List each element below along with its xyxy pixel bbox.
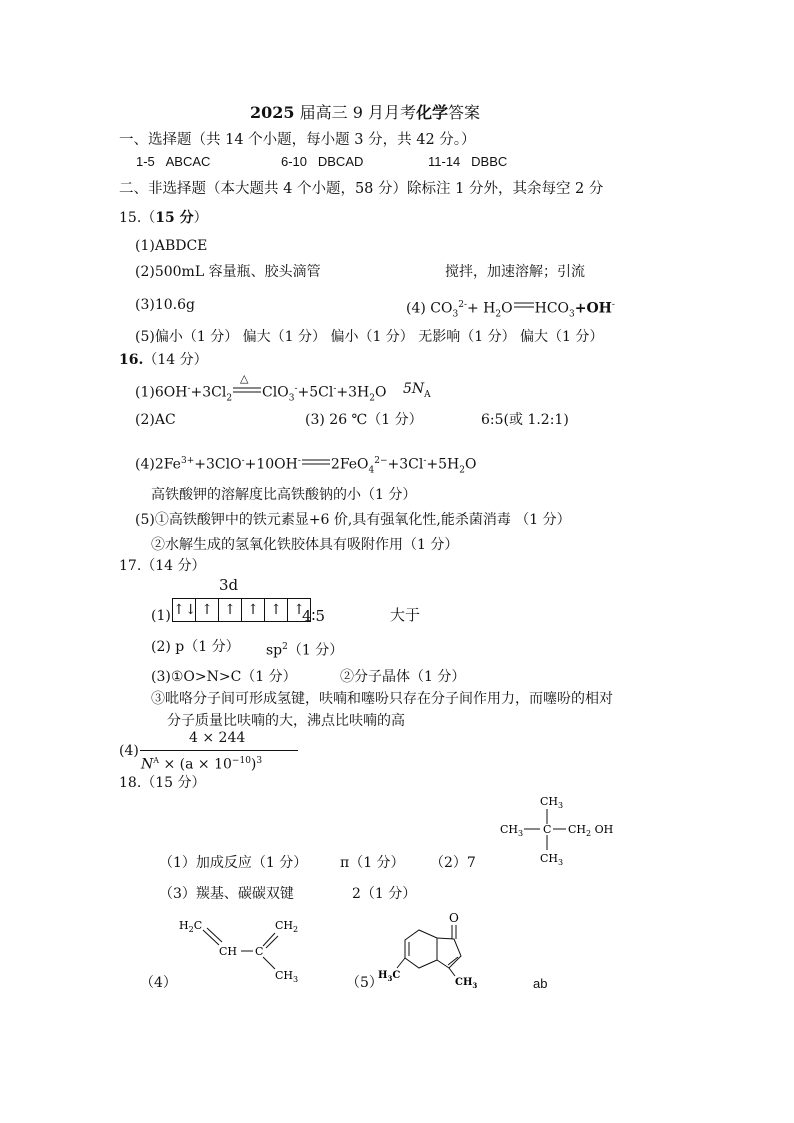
q16-p5b: ②水解生成的氢氧化铁胶体具有吸附作用（1 分） — [151, 537, 459, 553]
q15-p1: (1)ABDCE — [135, 238, 208, 254]
eq-reactant: (1)6OH — [135, 384, 188, 401]
q18-number: 18.（15 分） — [119, 775, 206, 791]
eq-product3: +5H — [426, 456, 460, 473]
q16-p4-equation — [135, 452, 477, 479]
den-close: ) — [250, 756, 257, 773]
atom-ch2oh: $CH_2$ OH — [568, 823, 614, 838]
eq-product3: +3H — [336, 384, 370, 401]
sup-minus: - — [294, 384, 298, 394]
q16-p1-equation — [135, 371, 387, 407]
eq-product: 2FeO — [330, 456, 369, 473]
q16-score: （14 分） — [143, 352, 208, 368]
orbital-diagram — [172, 598, 311, 622]
eq-reactant3: +10OH — [244, 456, 298, 473]
q16-p2: (2)AC — [135, 412, 176, 428]
title-subject: 化学 — [415, 103, 448, 122]
atom-ch2: $CH_2$ — [275, 919, 299, 934]
title-suffix: 答案 — [448, 103, 481, 122]
title-year: 2025 — [250, 103, 295, 122]
atom-h3c: $H_3C$ — [378, 970, 401, 983]
sup-minus: - — [187, 384, 191, 394]
orbital-box: ↑ — [219, 599, 242, 621]
eq-product4: O — [465, 456, 477, 473]
sub-2: 2 — [459, 465, 466, 476]
q16-p3: (3) 26 ℃（1 分） — [305, 412, 423, 428]
eq-product2: +5Cl — [297, 384, 334, 401]
structure-neopentyl-alcohol — [490, 792, 620, 867]
q17-p2: (2) p（1 分） — [151, 639, 240, 655]
mc-range: 11-14 — [428, 154, 461, 169]
orbital-box: ↑ — [265, 599, 288, 621]
q18-p1b: π（1 分） — [340, 855, 405, 871]
sup-minus: - — [297, 456, 301, 466]
atom-ch3: $CH_3$ — [275, 969, 299, 984]
hybrid-score: （1 分） — [287, 642, 344, 659]
atom-c: C — [543, 823, 552, 836]
structure-bicyclic-enone — [375, 908, 495, 988]
den-term: × (a × 10 — [163, 756, 232, 773]
structure-isoprene — [175, 915, 315, 985]
q18-p4: （4） — [140, 975, 177, 991]
eq-product4: O — [374, 384, 387, 401]
mc-range: 1-5 — [136, 154, 155, 169]
section1-heading: 一、选择题（共 14 个小题，每小题 3 分，共 42 分。） — [119, 132, 476, 148]
eq-reactant: (4)2Fe — [135, 456, 181, 473]
bond — [263, 957, 275, 969]
q15-number — [119, 209, 208, 227]
equilibrium-arrow-icon — [513, 296, 535, 314]
sup-2minus: 2− — [374, 456, 388, 466]
atom-ch3-bottom: $CH_3$ — [540, 852, 564, 867]
mc-group-3 — [428, 153, 507, 171]
eq-product: ClO — [262, 384, 289, 401]
five-ring — [437, 938, 461, 968]
mc-range: 6-10 — [281, 154, 308, 169]
q17-p3c: ③吡咯分子间可形成氢键，呋喃和噻吩只存在分子间作用力，而噻吩的相对 — [151, 691, 613, 707]
six-ring — [405, 930, 437, 968]
mc-answers: DBBC — [471, 154, 508, 169]
sup-minus: - — [241, 456, 245, 466]
avogadro-sub: A — [153, 756, 160, 765]
mc-answers: ABCAC — [165, 154, 211, 169]
bond — [449, 968, 455, 976]
q15-label: 15.（ — [119, 210, 156, 226]
answer-value: 5N — [403, 381, 425, 397]
heat-arrow-icon — [232, 371, 262, 402]
den-power: 3 — [256, 756, 263, 766]
q16-p5a: (5)①高铁酸钾中的铁元素显+6 价,具有强氧化性,能杀菌消毒 （1 分） — [135, 512, 571, 528]
q17-compare: 大于 — [390, 606, 421, 624]
orbital-box: ↑ — [242, 599, 265, 621]
atom-ch3-top: $CH_3$ — [540, 795, 564, 810]
heat-symbol: △ — [240, 371, 249, 385]
fraction-bar — [140, 750, 298, 751]
eq-plus: + H — [467, 300, 496, 317]
q17-p4: (4) — [119, 743, 139, 759]
den-exponent: −10 — [231, 756, 251, 766]
double-bond — [207, 928, 222, 942]
sub-3: 3 — [569, 309, 575, 320]
q15-close: ） — [193, 210, 208, 226]
q18-p5: （5） — [346, 975, 383, 991]
equals-arrow-icon — [301, 453, 331, 471]
atom-c: C — [255, 945, 264, 958]
q17-p1: (1) — [151, 608, 171, 624]
hybrid-sup: 2 — [282, 642, 288, 652]
eq-water: O — [501, 300, 513, 317]
fraction-numerator: 4 × 244 — [189, 730, 246, 746]
section2-heading: 二、非选择题（本大题共 4 个小题，58 分）除标注 1 分外，其余每空 2 分 — [119, 181, 604, 197]
sup-minus: - — [611, 300, 615, 310]
q16-p3b: 6:5(或 1.2:1) — [481, 412, 569, 428]
double-bond — [266, 936, 278, 948]
double-bond — [263, 933, 275, 946]
mc-answers: DBCAD — [317, 154, 364, 169]
q16-number — [119, 351, 208, 369]
atom-ch3-left: $CH_3$ — [500, 823, 524, 838]
q15-p2b: 搅拌，加速溶解；引流 — [445, 264, 585, 280]
sup-charge: 3+ — [180, 456, 195, 466]
q18-p3: （3）羰基、碳碳双键 — [159, 886, 294, 902]
fraction-denominator — [141, 752, 262, 774]
eq-reactant: (4) CO — [406, 300, 453, 317]
sup-2minus: 2- — [458, 300, 467, 310]
orbital-box: ↑ — [293, 602, 305, 618]
sup-minus: - — [333, 384, 337, 394]
q16-p4-note: 高铁酸钾的溶解度比高铁酸钠的小（1 分） — [151, 487, 417, 503]
mc-group-2 — [281, 153, 363, 171]
sub-3: 3 — [452, 309, 459, 320]
sub-4: 4 — [368, 465, 375, 476]
q18-p2: （2）7 — [430, 855, 476, 871]
atom-ch3: $CH_3$ — [455, 977, 478, 988]
q15-p4-equation — [406, 296, 615, 323]
mc-group-1 — [136, 153, 210, 171]
q18-p5b: ab — [533, 976, 548, 991]
sub-3: 3 — [288, 393, 295, 404]
q15-score: 15 分 — [155, 210, 194, 226]
answer-sub: A — [424, 389, 431, 400]
eq-reactant2: +3Cl — [190, 384, 227, 401]
eq-product2: +OH — [574, 300, 612, 317]
q15-p2: (2)500mL 容量瓶、胶头滴管 — [135, 264, 321, 280]
page-title — [250, 104, 480, 122]
hybrid: sp — [266, 642, 283, 659]
orbital-label: 3d — [219, 576, 239, 594]
eq-product2: +3Cl — [387, 456, 424, 473]
q17-p3d: 分子质量比呋喃的大，沸点比呋喃的高 — [167, 713, 405, 729]
q18-p1: （1）加成反应（1 分） — [159, 855, 308, 871]
q16-p1-answer — [403, 380, 431, 404]
eq-reactant2: +3ClO — [194, 456, 242, 473]
q17-number: 17.（14 分） — [119, 558, 206, 574]
orbital-box: ↑ — [196, 599, 219, 621]
title-text: 届高三 9 月月考 — [294, 103, 416, 122]
avogadro: N — [141, 756, 154, 773]
atom-h2c: $H_2C$ — [179, 919, 203, 934]
bond — [397, 958, 405, 968]
q16-label: 16. — [119, 352, 144, 368]
sub-2: 2 — [226, 393, 233, 404]
atom-oxygen: O — [449, 911, 459, 925]
sub-2: 2 — [369, 393, 375, 404]
q17-p3a: (3)①O>N>C（1 分） — [151, 669, 297, 685]
q17-p2b — [266, 638, 343, 660]
q15-p3: (3)10.6g — [135, 297, 195, 313]
atom-ch: CH — [219, 945, 238, 958]
sup-minus: - — [423, 456, 427, 466]
q18-p3b: 2（1 分） — [352, 886, 417, 902]
eq-product: HCO — [534, 300, 570, 317]
q17-ratio: 4∶5 — [302, 607, 325, 625]
q15-p5: (5)偏小（1 分） 偏大（1 分） 偏小（1 分） 无影响（1 分） 偏大（1 分） — [135, 329, 604, 345]
orbital-box-paired: ↑↓ — [173, 599, 196, 621]
q17-p3b: ②分子晶体（1 分） — [340, 669, 466, 685]
sub-2: 2 — [495, 309, 502, 320]
